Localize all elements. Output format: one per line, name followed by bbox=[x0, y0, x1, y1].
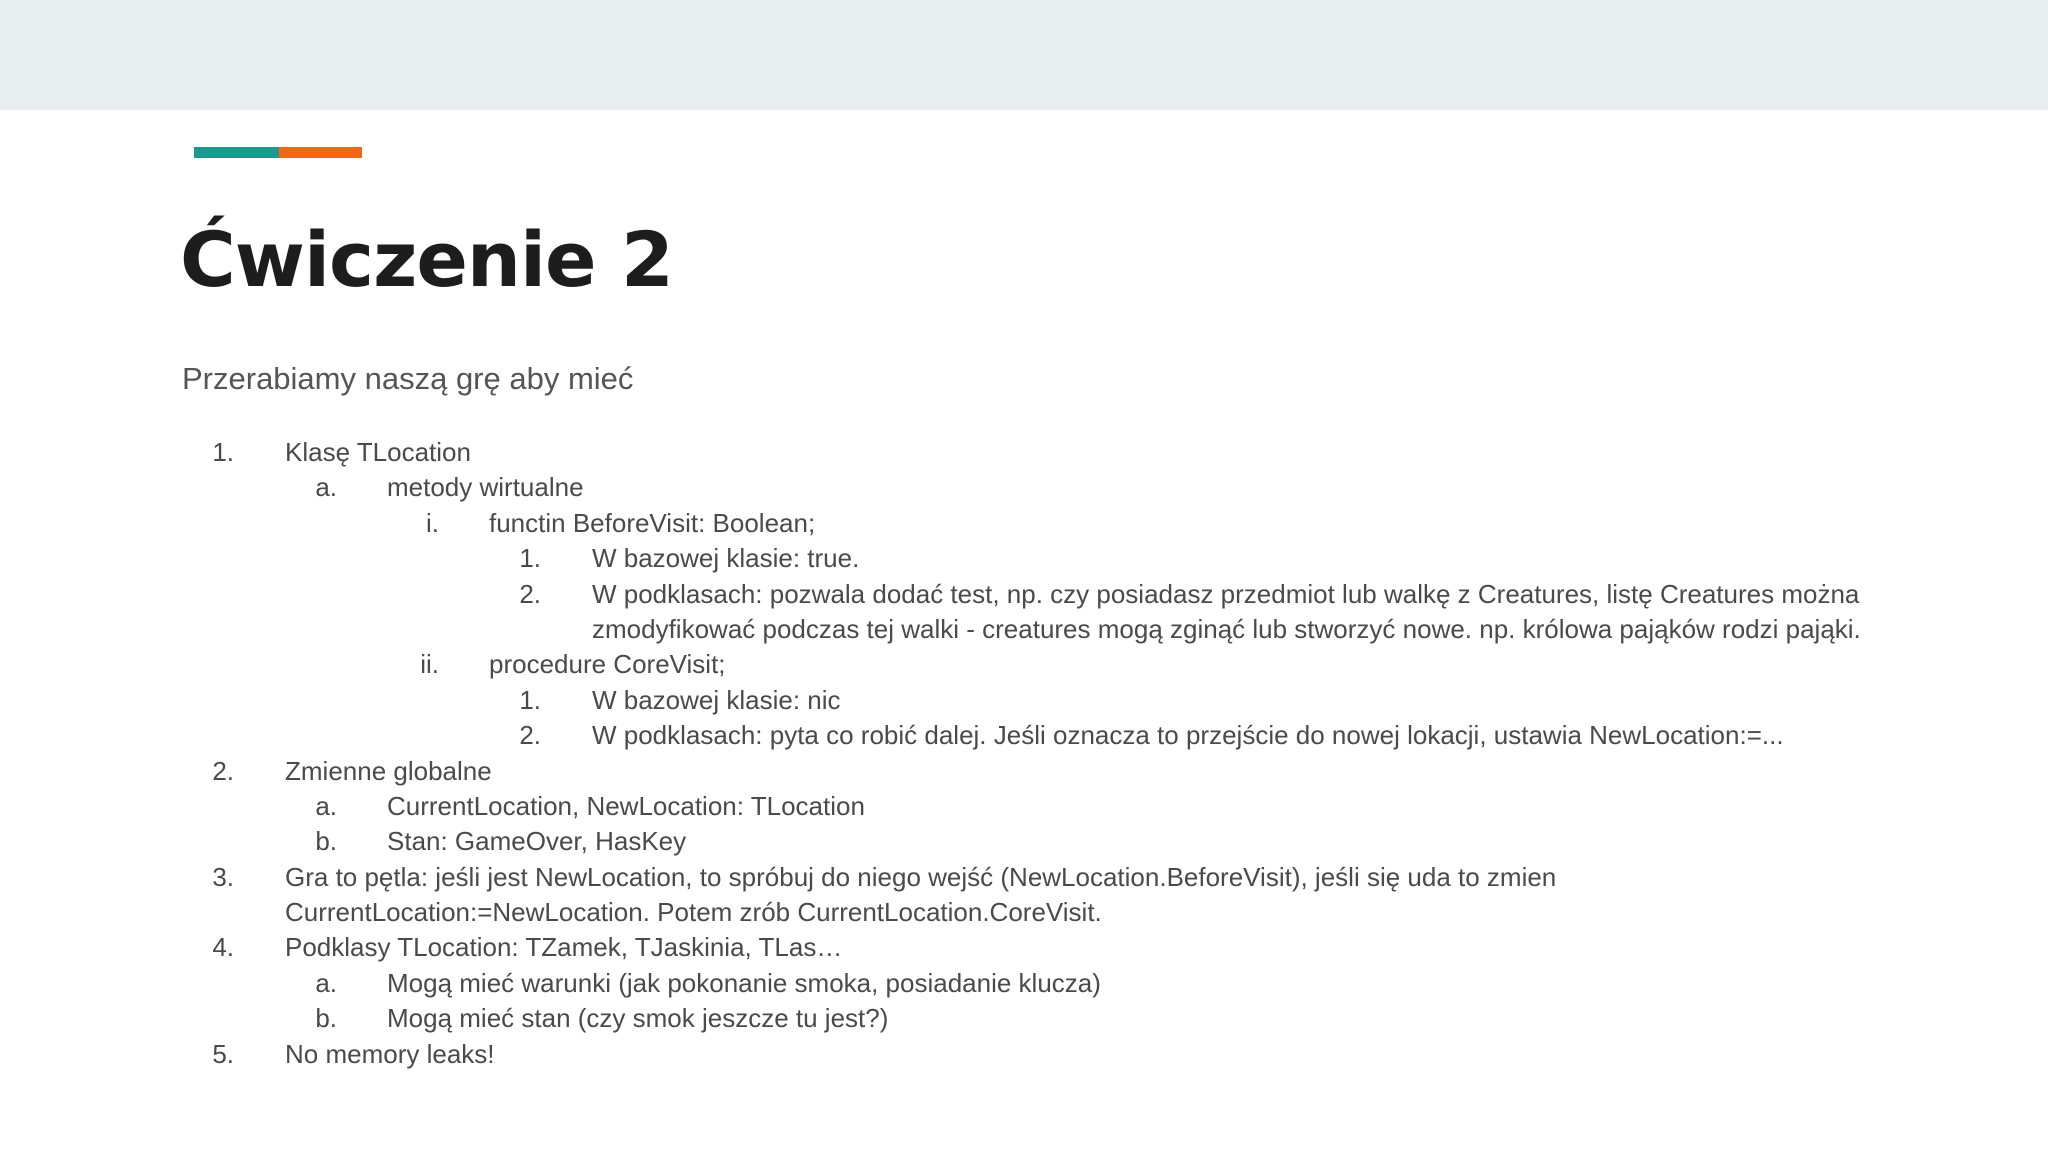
outline-item bbox=[0, 718, 2048, 753]
outline-item-text: zmodyfikować podczas tej walki - creatures mogą zginąć lub stworzyć nowe. np. królowa pająków rodzi pająki. bbox=[592, 613, 1861, 644]
outline-item bbox=[0, 824, 2048, 859]
outline-item bbox=[0, 754, 2048, 789]
outline-item-text: No memory leaks! bbox=[285, 1038, 495, 1069]
outline-item bbox=[0, 683, 2048, 718]
outline-item-text: Podklasy TLocation: TZamek, TJaskinia, TLas… bbox=[285, 932, 843, 963]
slide-intro: Przerabiamy naszą grę aby mieć bbox=[182, 361, 634, 396]
outline-item-marker: a. bbox=[315, 790, 337, 821]
outline-item bbox=[0, 1001, 2048, 1036]
outline-item bbox=[0, 577, 2048, 612]
outline-item-text: CurrentLocation:=NewLocation. Potem zrób CurrentLocation.CoreVisit. bbox=[285, 897, 1102, 928]
outline-item bbox=[0, 470, 2048, 505]
outline-item-marker: i. bbox=[426, 507, 439, 538]
outline-item-text: procedure CoreVisit; bbox=[489, 649, 726, 680]
outline-item-text: CurrentLocation, NewLocation: TLocation bbox=[387, 790, 865, 821]
outline-item-marker: 5. bbox=[212, 1038, 234, 1069]
outline-item bbox=[0, 860, 2048, 895]
outline-item-marker: b. bbox=[315, 826, 337, 857]
outline-item-marker: a. bbox=[315, 472, 337, 503]
outline-item-text: Mogą mieć stan (czy smok jeszcze tu jest?) bbox=[387, 1003, 889, 1034]
outline-item bbox=[0, 647, 2048, 682]
outline-item-marker: 2. bbox=[212, 755, 234, 786]
outline-item-text: Gra to pętla: jeśli jest NewLocation, to spróbuj do niego wejść (NewLocation.BeforeVisit), jeśli się uda to zmien bbox=[285, 861, 1557, 892]
outline-item-marker: 4. bbox=[212, 932, 234, 963]
outline-item-text: W bazowej klasie: nic bbox=[592, 684, 841, 715]
accent-bar-orange bbox=[279, 147, 362, 158]
outline-item bbox=[0, 506, 2048, 541]
outline-item-text: Zmienne globalne bbox=[285, 755, 492, 786]
outline-item-marker: 1. bbox=[519, 543, 541, 574]
outline-item bbox=[0, 789, 2048, 824]
outline-item-marker: 1. bbox=[519, 684, 541, 715]
outline-item-text: W bazowej klasie: true. bbox=[592, 543, 860, 574]
outline-item-marker: 1. bbox=[212, 437, 234, 467]
outline-item-text: W podklasach: pozwala dodać test, np. czy posiadasz przedmiot lub walkę z Creatures, listę Creatures można bbox=[592, 578, 1860, 609]
outline-item-marker: 3. bbox=[212, 861, 234, 892]
accent-bar-teal bbox=[194, 147, 279, 158]
outline-item-text: metody wirtualne bbox=[387, 472, 584, 503]
outline-item bbox=[0, 541, 2048, 576]
outline-item bbox=[0, 930, 2048, 965]
outline-item bbox=[0, 612, 2048, 647]
outline-item bbox=[0, 966, 2048, 1001]
outline-item-marker: 2. bbox=[519, 720, 541, 751]
outline-item-marker: 2. bbox=[519, 578, 541, 609]
outline-item-text: Mogą mieć warunki (jak pokonanie smoka, posiadanie klucza) bbox=[387, 967, 1101, 998]
outline-item bbox=[0, 435, 2048, 470]
outline-item-text: Klasę TLocation bbox=[285, 437, 471, 467]
outline-item-marker: ii. bbox=[420, 649, 439, 680]
header-band bbox=[0, 0, 2048, 110]
outline-item-marker: a. bbox=[315, 967, 337, 998]
outline-item bbox=[0, 895, 2048, 930]
outline-item-text: functin BeforeVisit: Boolean; bbox=[489, 507, 816, 538]
outline-item-text: W podklasach: pyta co robić dalej. Jeśli oznacza to przejście do nowej lokacji, ustawia NewLocation:=... bbox=[592, 720, 1784, 751]
outline-item-marker: b. bbox=[315, 1003, 337, 1034]
outline-list bbox=[0, 435, 2048, 1072]
outline-item bbox=[0, 1037, 2048, 1072]
outline-item-text: Stan: GameOver, HasKey bbox=[387, 826, 687, 857]
slide-title: Ćwiczenie 2 bbox=[180, 215, 673, 304]
